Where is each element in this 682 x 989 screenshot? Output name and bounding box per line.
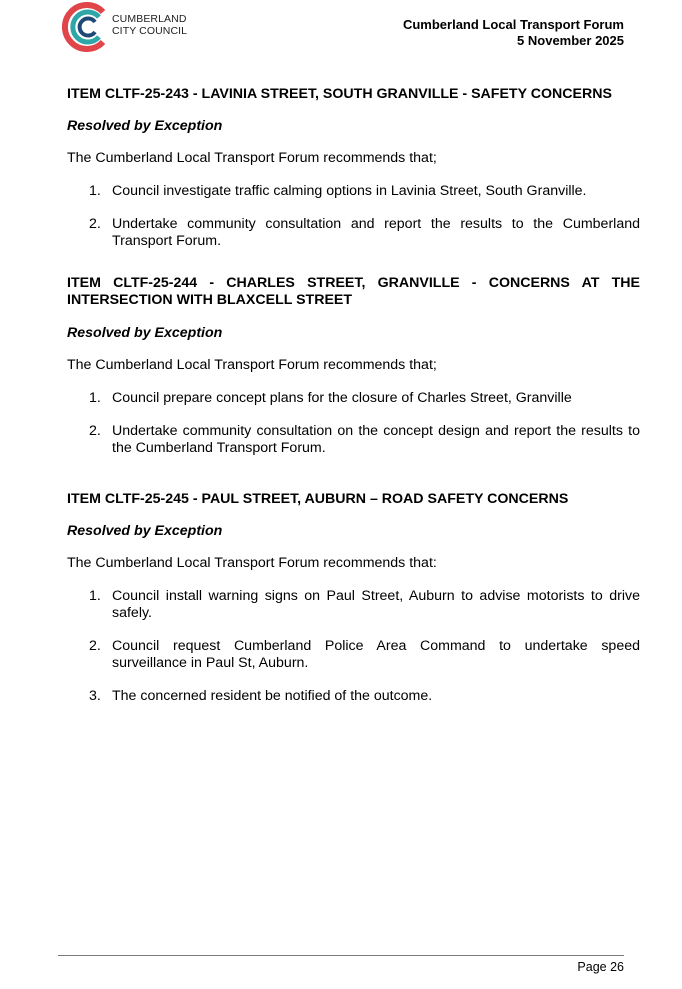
page-number: Page 26: [577, 960, 624, 974]
header-meta: [403, 17, 624, 49]
recommendation-text: Undertake community consultation on the concept design and report the results to the Cumberland Transport Forum.: [112, 423, 640, 456]
resolution-type: Resolved by Exception: [67, 523, 223, 539]
recommendation-intro: The Cumberland Local Transport Forum recommends that;: [67, 150, 437, 166]
recommendation-intro: The Cumberland Local Transport Forum recommends that:: [67, 555, 437, 571]
recommendation-intro: The Cumberland Local Transport Forum recommends that;: [67, 357, 437, 373]
agenda-item: [67, 86, 640, 250]
recommendation-item: 2. Undertake community consultation on the concept design and report the results to the Cumberland Transport Forum.: [89, 423, 640, 456]
forum-title: Cumberland Local Transport Forum: [402, 17, 624, 32]
recommendation-item: 1. Council install warning signs on Paul Street, Auburn to advise motorists to drive safely.: [89, 588, 640, 621]
logo-line-2: CITY COUNCIL: [112, 25, 188, 37]
recommendation-item: 1. Council investigate traffic calming options in Lavinia Street, South Granville.: [89, 183, 587, 199]
recommendation-list: [67, 390, 640, 457]
item-heading: ITEM CLTF-25-244 - CHARLES STREET, GRANVILLE - CONCERNS AT THE INTERSECTION WITH BLAXCELL STREET: [67, 275, 640, 308]
resolution-type: Resolved by Exception: [67, 118, 223, 134]
resolution-type: Resolved by Exception: [67, 325, 223, 341]
recommendation-text: Council prepare concept plans for the closure of Charles Street, Granville: [112, 390, 572, 406]
recommendation-item: 2. Council request Cumberland Police Area Command to undertake speed surveillance in Paul St, Auburn.: [89, 638, 640, 671]
agenda-item: [67, 275, 640, 457]
recommendation-text: Undertake community consultation and report the results to the Cumberland Transport Forum.: [112, 216, 640, 249]
recommendation-text: Council request Cumberland Police Area Command to undertake speed surveillance in Paul St, Auburn.: [112, 638, 640, 671]
recommendation-text: Council install warning signs on Paul Street, Auburn to advise motorists to drive safely.: [112, 588, 640, 621]
council-logo: [62, 0, 202, 52]
logo-text: [112, 13, 187, 37]
item-heading: ITEM CLTF-25-245 - PAUL STREET, AUBURN – ROAD SAFETY CONCERNS: [67, 491, 569, 507]
recommendation-item: 1. Council prepare concept plans for the closure of Charles Street, Granville: [89, 390, 572, 406]
logo-line-1: CUMBERLAND: [112, 13, 187, 25]
recommendation-text: The concerned resident be notified of the outcome.: [112, 688, 433, 704]
minutes-body: [67, 86, 640, 705]
footer-divider: [58, 955, 624, 956]
recommendation-list: [67, 588, 640, 705]
recommendation-list: [67, 183, 640, 250]
recommendation-text: Council investigate traffic calming options in Lavinia Street, South Granville.: [112, 183, 587, 199]
item-heading: ITEM CLTF-25-243 - LAVINIA STREET, SOUTH GRANVILLE - SAFETY CONCERNS: [67, 86, 612, 102]
recommendation-item: 3. The concerned resident be notified of the outcome.: [89, 688, 433, 704]
meeting-date: 5 November 2025: [517, 33, 624, 48]
recommendation-item: 2. Undertake community consultation and report the results to the Cumberland Transport Forum.: [89, 216, 640, 249]
council-logo-icon: [62, 0, 112, 52]
agenda-item: [67, 491, 640, 705]
